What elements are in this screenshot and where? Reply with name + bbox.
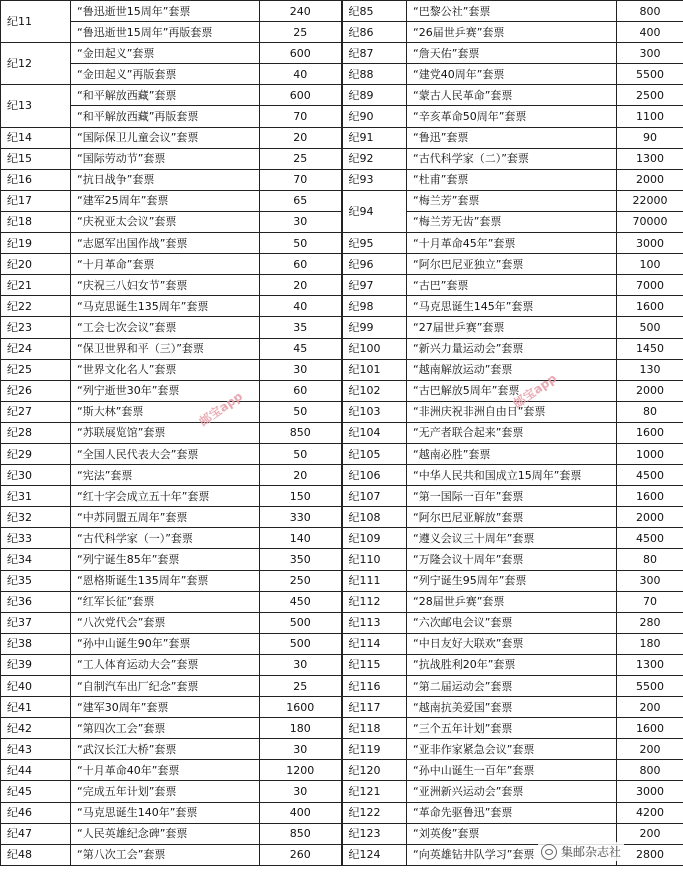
stamp-price: 30 [260, 211, 342, 232]
stamp-price: 90 [617, 127, 683, 148]
stamp-price: 250 [260, 570, 342, 591]
stamp-name: “自制汽车出厂纪念”套票 [71, 676, 260, 697]
stamp-name: “志愿军出国作战”套票 [71, 233, 260, 254]
stamp-code: 纪31 [1, 486, 71, 507]
stamp-code: 纪40 [1, 676, 71, 697]
stamp-price: 2000 [617, 507, 683, 528]
stamp-name: “完成五年计划”套票 [71, 781, 260, 802]
table-row [1, 190, 683, 211]
table-row [1, 612, 683, 633]
stamp-price: 850 [260, 422, 342, 443]
stamp-price: 400 [260, 802, 342, 823]
stamp-code: 纪37 [1, 612, 71, 633]
stamp-price: 200 [617, 739, 683, 760]
table-row [1, 802, 683, 823]
table-row [1, 570, 683, 591]
stamp-code: 纪13 [1, 85, 71, 127]
stamp-name: “梅兰芳”套票 [407, 190, 617, 211]
stamp-name: “巴黎公社”套票 [407, 1, 617, 22]
stamp-name: “第八次工会”套票 [71, 844, 260, 865]
table-row [1, 465, 683, 486]
stamp-code: 纪105 [342, 443, 407, 464]
stamp-price: 800 [617, 1, 683, 22]
stamp-name: “亚洲新兴运动会”套票 [407, 781, 617, 802]
stamp-name: “蒙古人民革命”套票 [407, 85, 617, 106]
table-row [1, 443, 683, 464]
table-row [1, 64, 683, 85]
stamp-price: 1600 [617, 422, 683, 443]
stamp-name: “28届世乒赛”套票 [407, 591, 617, 612]
stamp-price: 1600 [617, 486, 683, 507]
stamp-name: “列宁诞生85年”套票 [71, 549, 260, 570]
stamp-price: 600 [260, 85, 342, 106]
table-row [1, 718, 683, 739]
stamp-price: 1300 [617, 148, 683, 169]
table-row [1, 676, 683, 697]
stamp-price: 330 [260, 507, 342, 528]
stamp-name: “鲁迅逝世15周年”套票 [71, 1, 260, 22]
stamp-code: 纪104 [342, 422, 407, 443]
stamp-code: 纪85 [342, 1, 407, 22]
stamp-code: 纪101 [342, 359, 407, 380]
stamp-price: 1000 [617, 443, 683, 464]
stamp-name: “十月革命40年”套票 [71, 760, 260, 781]
stamp-price: 25 [260, 22, 342, 43]
stamp-name: “十月革命45年”套票 [407, 233, 617, 254]
stamp-code: 纪120 [342, 760, 407, 781]
stamp-code: 纪16 [1, 169, 71, 190]
stamp-code: 纪110 [342, 549, 407, 570]
stamp-code: 纪103 [342, 401, 407, 422]
stamp-code: 纪94 [342, 190, 407, 232]
stamp-price: 60 [260, 254, 342, 275]
stamp-name: “金田起义”套票 [71, 43, 260, 64]
stamp-name: “恩格斯诞生135周年”套票 [71, 570, 260, 591]
stamp-code: 纪92 [342, 148, 407, 169]
stamp-price: 100 [617, 254, 683, 275]
stamp-code: 纪121 [342, 781, 407, 802]
stamp-name: “马克思诞生135周年”套票 [71, 296, 260, 317]
stamp-code: 纪108 [342, 507, 407, 528]
table-row [1, 22, 683, 43]
stamp-name: “向英雄钻井队学习”套票 [407, 844, 617, 865]
stamp-price: 25 [260, 676, 342, 697]
stamp-name: “阿尔巴尼亚独立”套票 [407, 254, 617, 275]
stamp-price: 70 [260, 106, 342, 127]
stamp-name: “建军25周年”套票 [71, 190, 260, 211]
table-row [1, 697, 683, 718]
stamp-code: 纪88 [342, 64, 407, 85]
stamp-price: 1300 [617, 654, 683, 675]
stamp-name: “十月革命”套票 [71, 254, 260, 275]
stamp-code: 纪36 [1, 591, 71, 612]
stamp-code: 纪86 [342, 22, 407, 43]
stamp-price: 30 [260, 359, 342, 380]
stamp-name: “国际劳动节”套票 [71, 148, 260, 169]
stamp-name: “鲁迅”套票 [407, 127, 617, 148]
stamp-price: 7000 [617, 275, 683, 296]
table-row [1, 549, 683, 570]
stamp-name: “斯大林”套票 [71, 401, 260, 422]
stamp-code: 纪47 [1, 823, 71, 844]
stamp-code: 纪23 [1, 317, 71, 338]
stamp-name: “孙中山诞生90年”套票 [71, 633, 260, 654]
stamp-code: 纪39 [1, 654, 71, 675]
stamp-name: “金田起义”再版套票 [71, 64, 260, 85]
stamp-name: “人民英雄纪念碑”套票 [71, 823, 260, 844]
stamp-price: 50 [260, 401, 342, 422]
stamp-price: 50 [260, 443, 342, 464]
stamp-price: 200 [617, 823, 683, 844]
stamp-code: 纪25 [1, 359, 71, 380]
stamp-price: 130 [617, 359, 683, 380]
table-row [1, 1, 683, 22]
table-row [1, 359, 683, 380]
stamp-code: 纪46 [1, 802, 71, 823]
stamp-name: “杜甫”套票 [407, 169, 617, 190]
stamp-code: 纪99 [342, 317, 407, 338]
stamp-code: 纪107 [342, 486, 407, 507]
stamp-code: 纪33 [1, 528, 71, 549]
stamp-code: 纪123 [342, 823, 407, 844]
stamp-price: 1450 [617, 338, 683, 359]
stamp-name: “和平解放西藏”再版套票 [71, 106, 260, 127]
stamp-name: “中苏同盟五周年”套票 [71, 507, 260, 528]
stamp-name: “越南必胜”套票 [407, 443, 617, 464]
stamp-price: 300 [617, 43, 683, 64]
stamp-price: 70 [260, 169, 342, 190]
stamp-name: “中日友好大联欢”套票 [407, 633, 617, 654]
stamp-name: “武汉长江大桥”套票 [71, 739, 260, 760]
table-row [1, 43, 683, 64]
stamp-code: 纪102 [342, 380, 407, 401]
stamp-price: 25 [260, 148, 342, 169]
stamp-name: “国际保卫儿童会议”套票 [71, 127, 260, 148]
table-row [1, 401, 683, 422]
stamp-name: “第二届运动会”套票 [407, 676, 617, 697]
stamp-name: “新兴力量运动会”套票 [407, 338, 617, 359]
stamp-price: 20 [260, 275, 342, 296]
table-row [1, 507, 683, 528]
stamp-code: 纪90 [342, 106, 407, 127]
table-row [1, 85, 683, 106]
stamp-code: 纪43 [1, 739, 71, 760]
stamp-name: “27届世乒赛”套票 [407, 317, 617, 338]
stamp-name: “红军长征”套票 [71, 591, 260, 612]
stamp-price: 500 [617, 317, 683, 338]
stamp-code: 纪11 [1, 1, 71, 43]
stamp-price: 350 [260, 549, 342, 570]
stamp-code: 纪26 [1, 380, 71, 401]
stamp-name: “和平解放西藏”套票 [71, 85, 260, 106]
table-row [1, 317, 683, 338]
stamp-name: “马克思诞生145年”套票 [407, 296, 617, 317]
stamp-price: 260 [260, 844, 342, 865]
stamp-code: 纪19 [1, 233, 71, 254]
stamp-price: 500 [260, 612, 342, 633]
table-row [1, 760, 683, 781]
stamp-name: “革命先驱鲁迅”套票 [407, 802, 617, 823]
stamp-price: 500 [260, 633, 342, 654]
stamp-price: 280 [617, 612, 683, 633]
stamp-price: 180 [617, 633, 683, 654]
stamp-name: “三个五年计划”套票 [407, 718, 617, 739]
stamp-code: 纪14 [1, 127, 71, 148]
stamp-price: 140 [260, 528, 342, 549]
stamp-price: 200 [617, 697, 683, 718]
stamp-name: “八次党代会”套票 [71, 612, 260, 633]
stamp-code: 纪15 [1, 148, 71, 169]
wechat-icon [541, 844, 557, 860]
stamp-code: 纪48 [1, 844, 71, 865]
stamp-code: 纪18 [1, 211, 71, 232]
stamp-code: 纪20 [1, 254, 71, 275]
stamp-price: 30 [260, 781, 342, 802]
table-row [1, 106, 683, 127]
stamp-price: 1600 [617, 718, 683, 739]
stamp-code: 纪100 [342, 338, 407, 359]
stamp-code: 纪38 [1, 633, 71, 654]
stamp-code: 纪106 [342, 465, 407, 486]
stamp-price: 5500 [617, 64, 683, 85]
stamp-code: 纪42 [1, 718, 71, 739]
stamp-name: “越南解放运动”套票 [407, 359, 617, 380]
stamp-name: “古代科学家（二）”套票 [407, 148, 617, 169]
stamp-price: 240 [260, 1, 342, 22]
table-row [1, 275, 683, 296]
stamp-name: “辛亥革命50周年”套票 [407, 106, 617, 127]
stamp-name: “抗日战争”套票 [71, 169, 260, 190]
stamp-price: 20 [260, 127, 342, 148]
stamp-price: 22000 [617, 190, 683, 211]
stamp-price: 3000 [617, 781, 683, 802]
stamp-code: 纪89 [342, 85, 407, 106]
stamp-price: 4500 [617, 528, 683, 549]
stamp-price: 600 [260, 43, 342, 64]
stamp-name: “红十字会成立五十年”套票 [71, 486, 260, 507]
stamp-name: “鲁迅逝世15周年”再版套票 [71, 22, 260, 43]
stamp-price: 180 [260, 718, 342, 739]
stamp-name: “古巴解放5周年”套票 [407, 380, 617, 401]
stamp-name: “万隆会议十周年”套票 [407, 549, 617, 570]
table-row [1, 296, 683, 317]
stamp-name: “梅兰芳无齿”套票 [407, 211, 617, 232]
stamp-code: 纪111 [342, 570, 407, 591]
stamp-code: 纪27 [1, 401, 71, 422]
stamp-price: 400 [617, 22, 683, 43]
stamp-price: 60 [260, 380, 342, 401]
stamp-price: 70000 [617, 211, 683, 232]
watermark: 邮宝app [510, 371, 560, 411]
stamp-price: 3000 [617, 233, 683, 254]
stamp-price: 150 [260, 486, 342, 507]
wechat-source-badge [538, 842, 624, 861]
table-row [1, 528, 683, 549]
stamp-price: 4500 [617, 465, 683, 486]
stamp-name: “第四次工会”套票 [71, 718, 260, 739]
stamp-price: 70 [617, 591, 683, 612]
stamp-name: “六次邮电会议”套票 [407, 612, 617, 633]
stamp-code: 纪96 [342, 254, 407, 275]
table-row [1, 380, 683, 401]
stamp-name: “刘英俊”套票 [407, 823, 617, 844]
stamp-name: “建军30周年”套票 [71, 697, 260, 718]
stamp-price: 2000 [617, 169, 683, 190]
table-row [1, 654, 683, 675]
stamp-name: “非洲庆祝非洲自由日”套票 [407, 401, 617, 422]
stamp-code: 纪113 [342, 612, 407, 633]
stamp-name: “詹天佑”套票 [407, 43, 617, 64]
stamp-price: 1600 [260, 697, 342, 718]
stamp-price: 5500 [617, 676, 683, 697]
stamp-code: 纪98 [342, 296, 407, 317]
stamp-code: 纪41 [1, 697, 71, 718]
stamp-code: 纪95 [342, 233, 407, 254]
stamp-name: “26届世乒赛”套票 [407, 22, 617, 43]
table-row [1, 781, 683, 802]
stamp-code: 纪87 [342, 43, 407, 64]
stamp-price: 50 [260, 233, 342, 254]
table-row [1, 169, 683, 190]
stamp-name: “工人体育运动大会”套票 [71, 654, 260, 675]
stamp-code: 纪119 [342, 739, 407, 760]
stamp-code: 纪34 [1, 549, 71, 570]
stamp-code: 纪12 [1, 43, 71, 85]
stamp-price: 1200 [260, 760, 342, 781]
stamp-name: “建党40周年”套票 [407, 64, 617, 85]
stamp-name: “古代科学家（一）”套票 [71, 528, 260, 549]
table-row [1, 233, 683, 254]
stamp-name: “全国人民代表大会”套票 [71, 443, 260, 464]
stamp-price: 40 [260, 64, 342, 85]
stamp-name: “无产者联合起来”套票 [407, 422, 617, 443]
source-name: 集邮杂志社 [561, 845, 622, 859]
stamp-price: 2000 [617, 380, 683, 401]
stamp-code: 纪21 [1, 275, 71, 296]
stamp-code: 纪32 [1, 507, 71, 528]
stamp-price: 30 [260, 739, 342, 760]
stamp-name: “亚非作家紧急会议”套票 [407, 739, 617, 760]
stamp-code: 纪28 [1, 422, 71, 443]
stamp-code: 纪30 [1, 465, 71, 486]
stamp-code: 纪116 [342, 676, 407, 697]
stamp-name: “宪法”套票 [71, 465, 260, 486]
stamp-name: “越南抗美爱国”套票 [407, 697, 617, 718]
stamp-name: “抗战胜利20年”套票 [407, 654, 617, 675]
stamp-code: 纪24 [1, 338, 71, 359]
table-row [1, 127, 683, 148]
stamp-name: “保卫世界和平（三）”套票 [71, 338, 260, 359]
stamp-price: 80 [617, 549, 683, 570]
stamp-name: “庆祝三八妇女节”套票 [71, 275, 260, 296]
table-row [1, 739, 683, 760]
stamp-price: 1100 [617, 106, 683, 127]
stamp-code: 纪112 [342, 591, 407, 612]
watermark: 邮宝app [196, 389, 246, 429]
stamp-name: “工会七次会议”套票 [71, 317, 260, 338]
stamp-name: “遵义会议三十周年”套票 [407, 528, 617, 549]
stamp-price: 65 [260, 190, 342, 211]
stamp-name: “苏联展览馆”套票 [71, 422, 260, 443]
stamp-code: 纪117 [342, 697, 407, 718]
stamp-price: 80 [617, 401, 683, 422]
stamp-price: 35 [260, 317, 342, 338]
stamp-code: 纪17 [1, 190, 71, 211]
table-row [1, 422, 683, 443]
table-row [1, 148, 683, 169]
stamp-price: 2800 [617, 844, 683, 865]
table-row [1, 254, 683, 275]
stamp-price: 4200 [617, 802, 683, 823]
stamp-name: “孙中山诞生一百年”套票 [407, 760, 617, 781]
stamp-code: 纪45 [1, 781, 71, 802]
stamp-code: 纪29 [1, 443, 71, 464]
stamp-code: 纪118 [342, 718, 407, 739]
stamp-price: 300 [617, 570, 683, 591]
stamp-code: 纪44 [1, 760, 71, 781]
stamp-code: 纪35 [1, 570, 71, 591]
stamp-code: 纪22 [1, 296, 71, 317]
stamp-code: 纪114 [342, 633, 407, 654]
stamp-code: 纪124 [342, 844, 407, 865]
table-row [1, 591, 683, 612]
table-row [1, 486, 683, 507]
table-row [1, 633, 683, 654]
stamp-code: 纪97 [342, 275, 407, 296]
stamp-price: 30 [260, 654, 342, 675]
stamp-price: 40 [260, 296, 342, 317]
stamp-price: 800 [617, 760, 683, 781]
stamp-name: “马克思诞生140年”套票 [71, 802, 260, 823]
stamp-name: “世界文化名人”套票 [71, 359, 260, 380]
table-row [1, 338, 683, 359]
stamp-code: 纪115 [342, 654, 407, 675]
stamp-price: 450 [260, 591, 342, 612]
stamp-price: 1600 [617, 296, 683, 317]
stamp-name: “列宁诞生95周年”套票 [407, 570, 617, 591]
stamp-code: 纪93 [342, 169, 407, 190]
stamp-price: 45 [260, 338, 342, 359]
stamp-name: “中华人民共和国成立15周年”套票 [407, 465, 617, 486]
stamp-code: 纪91 [342, 127, 407, 148]
stamp-price: 850 [260, 823, 342, 844]
stamp-code: 纪109 [342, 528, 407, 549]
stamp-name: “列宁逝世30年”套票 [71, 380, 260, 401]
stamp-name: “阿尔巴尼亚解放”套票 [407, 507, 617, 528]
stamp-name: “古巴”套票 [407, 275, 617, 296]
stamp-price: 20 [260, 465, 342, 486]
stamp-price: 2500 [617, 85, 683, 106]
stamp-name: “第一国际一百年”套票 [407, 486, 617, 507]
stamp-name: “庆祝亚太会议”套票 [71, 211, 260, 232]
stamp-code: 纪122 [342, 802, 407, 823]
